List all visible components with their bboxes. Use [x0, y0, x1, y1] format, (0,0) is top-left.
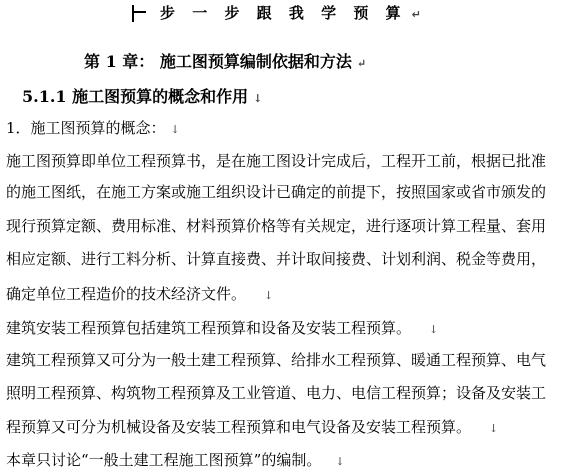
paragraph-line-text: 相应定额、进行工料分析、计算直接费、并计取间接费、计划利润、税金等费用，	[6, 250, 547, 268]
header-rule	[132, 5, 134, 22]
section-title	[22, 84, 262, 107]
paragraph-line	[6, 249, 583, 269]
paragraph-line-text: 现行预算定额、费用标准、材料预算价格等有关规定，进行逐项计算工程量、套用	[6, 217, 547, 235]
paragraph-line-text: 确定单位工程造价的技术经济文件。	[6, 285, 247, 303]
item-heading-text: 1．施工图预算的概念：	[6, 119, 166, 137]
chapter-title	[84, 49, 366, 72]
line-break-mark-icon: ↓	[429, 323, 439, 336]
header-title: 步 一 步 跟 我 学 预 算	[160, 4, 407, 22]
paragraph-mark-icon: ↵	[356, 57, 367, 70]
section-title-text: 5.1.1 施工图预算的概念和作用	[22, 87, 249, 106]
paragraph-line	[6, 350, 583, 370]
paragraph-line	[6, 284, 583, 306]
paragraph-line-text: 建筑工程预算又可分为一般土建工程预算、给排水工程预算、暖通工程预算、电气	[6, 351, 547, 369]
paragraph-line	[6, 450, 583, 472]
line-break-mark-icon: ↓	[489, 422, 499, 435]
paragraph-line	[6, 182, 583, 202]
paragraph-line-text: 照明工程预算、构筑物工程预算及工业管道、电力、电信工程预算；设备及安装工	[6, 384, 547, 402]
paragraph-line-text: 程预算又可分为机械设备及安装工程预算和电气设备及安装工程预算。	[6, 418, 472, 436]
chapter-title-text: 第 1 章： 施工图预算编制依据和方法	[84, 52, 352, 71]
document-header	[160, 2, 427, 23]
paragraph-line-text: 本章只讨论“一般土建工程施工图预算”的编制。	[6, 451, 322, 469]
line-break-mark-icon: ↓	[264, 289, 274, 302]
paragraph-mark-icon: ↵	[411, 8, 427, 21]
paragraph-line	[6, 417, 583, 439]
header-rule-tick	[132, 11, 146, 13]
line-break-mark-icon: ↓	[253, 92, 263, 105]
paragraph-line-text: 的施工图纸，在施工方案或施工组织设计已确定的前提下，按照国家或省市颁发的	[6, 183, 547, 201]
paragraph-line	[6, 151, 583, 171]
line-break-mark-icon: ↓	[170, 123, 180, 136]
paragraph-line-text: 建筑安装工程预算包括建筑工程预算和设备及安装工程预算。	[6, 319, 412, 337]
paragraph-line	[6, 318, 583, 340]
item-heading	[6, 118, 583, 140]
paragraph-line-text: 施工图预算即单位工程预算书，是在施工图设计完成后，工程开工前，根据已批准	[6, 152, 547, 170]
paragraph-line	[6, 216, 583, 236]
line-break-mark-icon: ↓	[335, 455, 345, 468]
paragraph-line	[6, 383, 583, 403]
